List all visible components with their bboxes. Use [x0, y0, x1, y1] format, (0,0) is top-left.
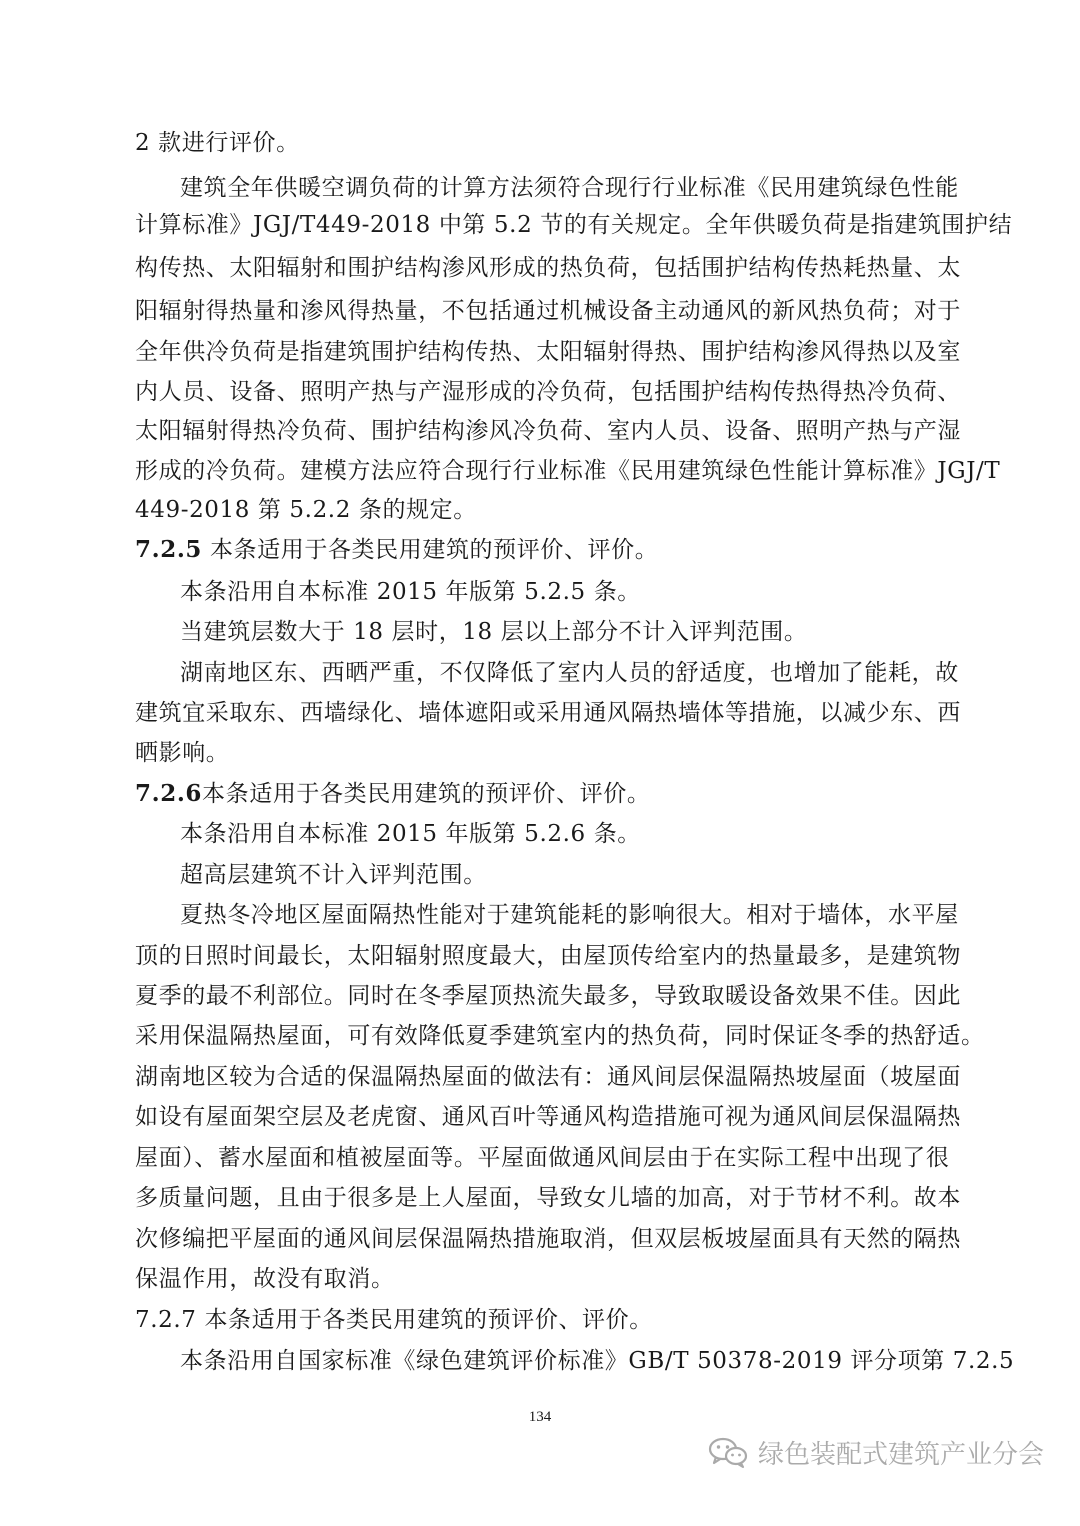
clause-7-2-7	[135, 1305, 653, 1335]
wechat-icon	[708, 1436, 748, 1468]
clause-number: 7.2.6	[135, 780, 203, 807]
clause-text: 本条适用于各类民用建筑的预评价、评价。	[209, 537, 659, 563]
clause-number: 7.2.7	[135, 1307, 197, 1333]
text-line: 阳辐射得热量和渗风得热量，不包括通过机械设备主动通风的新风热负荷；对于	[135, 298, 961, 324]
text-line: 采用保温隔热屋面，可有效降低夏季建筑室内的热负荷，同时保证冬季的热舒适。	[135, 1023, 985, 1049]
clause-7-2-5	[135, 535, 658, 565]
page-number: 134	[528, 1409, 552, 1425]
text-line: 次修编把平屋面的通风间层保温隔热措施取消，但双层板坡屋面具有天然的隔热	[135, 1226, 961, 1252]
text-line: 屋面）、蓄水屋面和植被屋面等。平屋面做通风间层由于在实际工程中出现了很	[135, 1145, 950, 1171]
text-line: 建筑全年供暖空调负荷的计算方法须符合现行行业标准《民用建筑绿色性能	[180, 175, 959, 201]
text-line: 夏季的最不利部位。同时在冬季屋顶热流失最多，导致取暖设备效果不佳。因此	[135, 983, 961, 1009]
text-line: 如设有屋面架空层及老虎窗、通风百叶等通风构造措施可视为通风间层保温隔热	[135, 1104, 961, 1130]
text-line: 本条沿用自国家标准《绿色建筑评价标准》GB/T 50378-2019 评分项第 7.2.5	[180, 1348, 1015, 1374]
watermark	[708, 1432, 1044, 1472]
text-line: 夏热冬冷地区屋面隔热性能对于建筑能耗的影响很大。相对于墙体，水平屋	[180, 902, 959, 928]
clause-text: 本条适用于各类民用建筑的预评价、评价。	[202, 781, 651, 807]
text-line: 全年供冷负荷是指建筑围护结构传热、太阳辐射得热、围护结构渗风得热以及室	[135, 339, 961, 365]
text-line: 顶的日照时间最长，太阳辐射照度最大，由屋顶传给室内的热量最多，是建筑物	[135, 943, 961, 969]
text-line: 当建筑层数大于 18 层时，18 层以上部分不计入评判范围。	[180, 619, 808, 645]
text-line: 晒影响。	[135, 740, 230, 766]
text-line: 建筑宜采取东、西墙绿化、墙体遮阳或采用通风隔热墙体等措施，以减少东、西	[135, 700, 961, 726]
text-line: 2 款进行评价。	[135, 130, 300, 156]
text-line: 本条沿用自本标准 2015 年版第 5.2.5 条。	[180, 579, 641, 605]
text-line: 超高层建筑不计入评判范围。	[180, 862, 487, 888]
text-line: 保温作用，故没有取消。	[135, 1266, 395, 1292]
text-line: 内人员、设备、照明产热与产湿形成的冷负荷，包括围护结构传热得热冷负荷、	[135, 379, 961, 405]
text-line: 计算标准》JGJ/T449-2018 中第 5.2 节的有关规定。全年供暖负荷是指建筑围护结	[135, 212, 1013, 238]
watermark-text: 绿色装配式建筑产业分会	[758, 1439, 1045, 1470]
clause-text: 本条适用于各类民用建筑的预评价、评价。	[204, 1307, 653, 1333]
text-line: 湖南地区较为合适的保温隔热屋面的做法有：通风间层保温隔热坡屋面（坡屋面	[135, 1064, 961, 1090]
text-line: 太阳辐射得热冷负荷、围护结构渗风冷负荷、室内人员、设备、照明产热与产湿	[135, 418, 961, 444]
text-line: 湖南地区东、西晒严重，不仅降低了室内人员的舒适度，也增加了能耗，故	[180, 660, 959, 686]
clause-number: 7.2.5	[135, 536, 203, 563]
clause-7-2-6	[135, 779, 650, 809]
text-line: 多质量问题，且由于很多是上人屋面，导致女儿墙的加高，对于节材不利。故本	[135, 1185, 961, 1211]
text-line: 形成的冷负荷。建模方法应符合现行行业标准《民用建筑绿色性能计算标准》JGJ/T	[135, 458, 1001, 484]
text-line: 构传热、太阳辐射和围护结构渗风形成的热负荷，包括围护结构传热耗热量、太	[135, 255, 961, 281]
text-line: 本条沿用自本标准 2015 年版第 5.2.6 条。	[180, 821, 641, 847]
text-line: 449-2018 第 5.2.2 条的规定。	[135, 497, 477, 523]
